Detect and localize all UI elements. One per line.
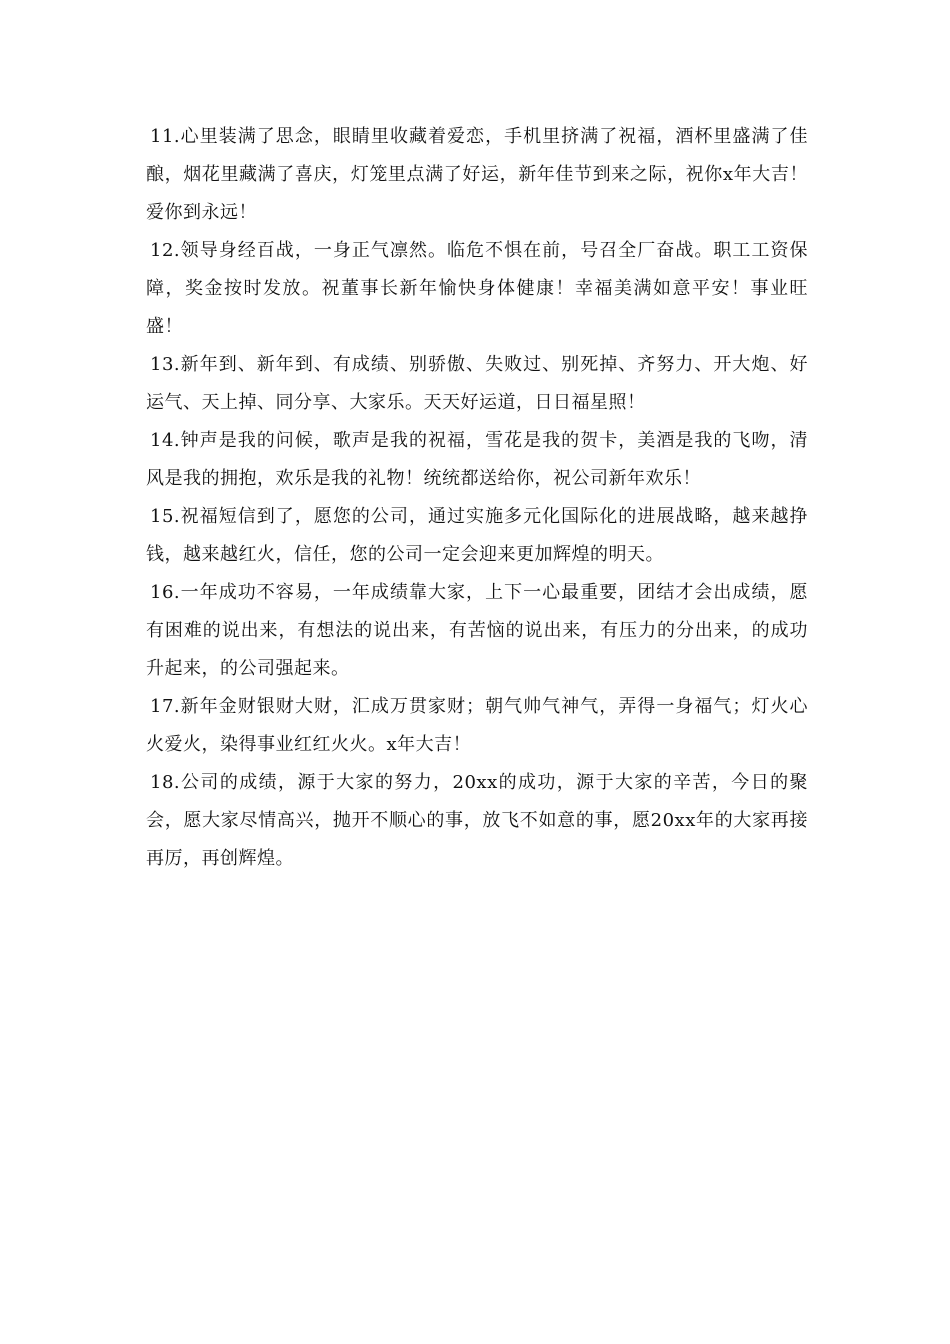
list-item <box>146 232 808 346</box>
list-item <box>146 118 808 232</box>
item-text: 新年到、新年到、有成绩、别骄傲、失败过、别死掉、齐努力、开大炮、好运气、天上掉、同分享、大家乐。天天好运道，日日福星照！ <box>146 354 808 413</box>
item-number: 16. <box>150 582 181 603</box>
item-text: 公司的成绩，源于大家的努力，20xx的成功，源于大家的辛苦，今日的聚会，愿大家尽情高兴，抛开不顺心的事，放飞不如意的事，愿20xx年的大家再接再厉，再创辉煌。 <box>146 772 808 869</box>
document-body <box>146 118 808 878</box>
item-number: 13. <box>150 354 181 375</box>
list-item <box>146 422 808 498</box>
item-text: 祝福短信到了，愿您的公司，通过实施多元化国际化的进展战略，越来越挣钱，越来越红火，信任，您的公司一定会迎来更加辉煌的明天。 <box>146 506 808 565</box>
item-number: 14. <box>150 430 181 451</box>
item-number: 18. <box>150 772 181 793</box>
item-number: 17. <box>150 696 181 717</box>
item-number: 11. <box>150 126 181 147</box>
item-text: 心里装满了思念，眼睛里收藏着爱恋，手机里挤满了祝福，酒杯里盛满了佳酿，烟花里藏满了喜庆，灯笼里点满了好运，新年佳节到来之际，祝你x年大吉！爱你到永远！ <box>146 126 808 223</box>
list-item <box>146 498 808 574</box>
item-text: 钟声是我的问候，歌声是我的祝福，雪花是我的贺卡，美酒是我的飞吻，清风是我的拥抱，欢乐是我的礼物！统统都送给你，祝公司新年欢乐！ <box>146 430 808 489</box>
item-number: 12. <box>150 240 181 261</box>
list-item <box>146 346 808 422</box>
item-number: 15. <box>150 506 181 527</box>
list-item <box>146 764 808 878</box>
item-text: 新年金财银财大财，汇成万贯家财；朝气帅气神气，弄得一身福气；灯火心火爱火，染得事业红红火火。x年大吉！ <box>146 696 808 755</box>
item-text: 一年成功不容易，一年成绩靠大家，上下一心最重要，团结才会出成绩，愿有困难的说出来，有想法的说出来，有苦恼的说出来，有压力的分出来，的成功升起来，的公司强起来。 <box>146 582 808 679</box>
list-item <box>146 688 808 764</box>
list-item <box>146 574 808 688</box>
item-text: 领导身经百战，一身正气凛然。临危不惧在前，号召全厂奋战。职工工资保障，奖金按时发放。祝董事长新年愉快身体健康！幸福美满如意平安！事业旺盛！ <box>146 240 808 337</box>
